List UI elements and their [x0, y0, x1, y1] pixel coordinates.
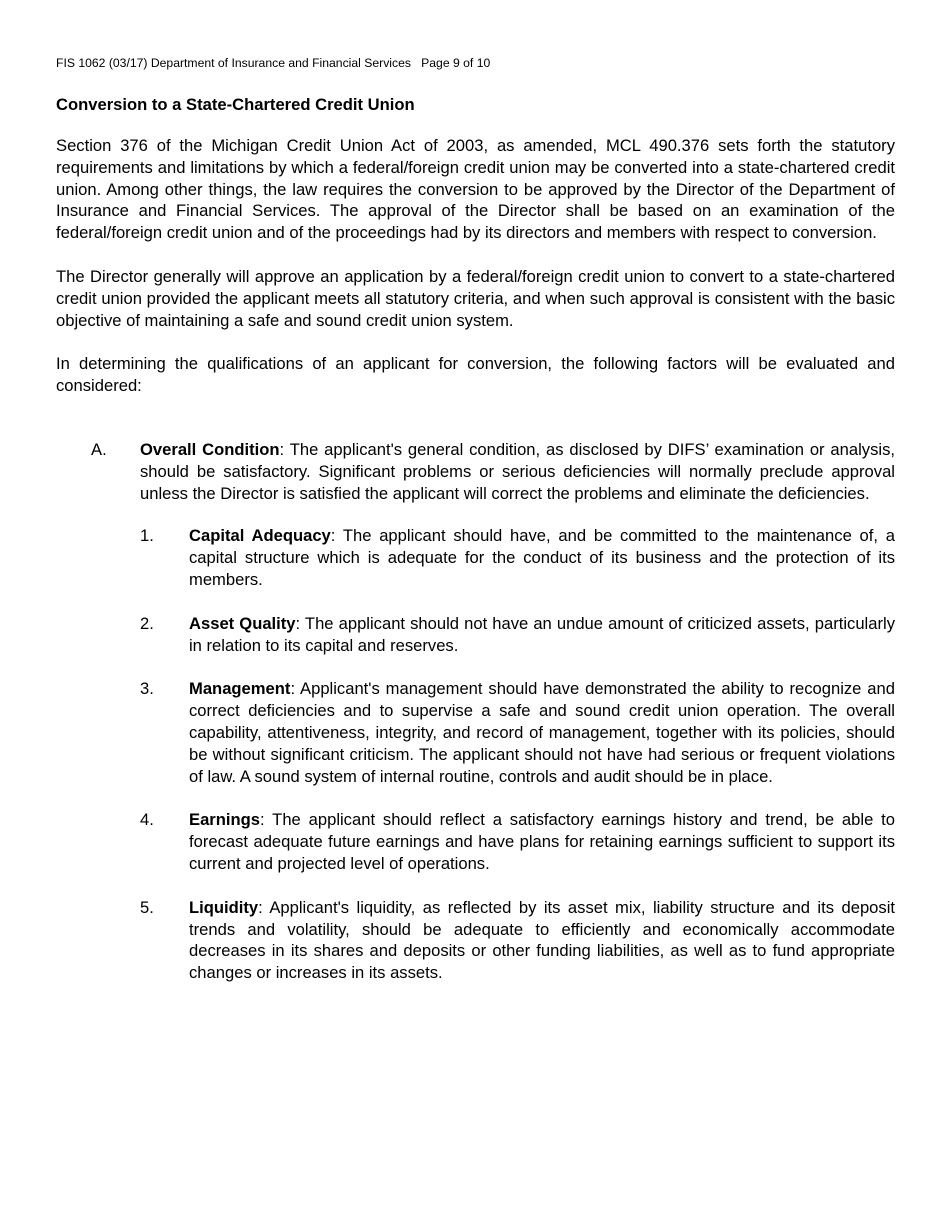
item-text: [189, 613, 895, 657]
item-description: : The applicant should not have an undue amount of criticized assets, particularly in relation to its capital and reserves.: [189, 613, 895, 655]
item-description: : Applicant's liquidity, as reflected by its asset mix, liability structure and its deposit trends and volatility, should be adequate to efficiently and economically accommodate decreases in its shares and deposits or other funding liabilities, as well as to fund appropriate changes or increases in its assets.: [189, 897, 895, 983]
item-marker: 5.: [140, 897, 154, 917]
item-term: Capital Adequacy: [189, 526, 331, 546]
section-a-term: Overall Condition: [140, 439, 280, 459]
factor-sub-list: [140, 525, 895, 984]
document-page: [56, 56, 895, 1006]
intro-paragraph-1: Section 376 of the Michigan Credit Union Act of 2003, as amended, MCL 490.376 sets forth the statutory requirements and limitations by which a federal/foreign credit union may be converted into a state-chartered credit union. Among other things, the law requires the conversion to be approved by the Director of the Department of Insurance and Financial Services. The approval of the Director shall be based on an examination of the federal/foreign credit union and of the proceedings had by its directors and members with respect to conversion.: [56, 136, 895, 243]
section-title: Conversion to a State-Chartered Credit Union: [56, 95, 415, 114]
section-a-text: [140, 439, 895, 504]
item-text: [189, 897, 895, 984]
item-description: : The applicant should reflect a satisfactory earnings history and trend, be able to forecast adequate future earnings and have plans for retaining earnings sufficient to support its current and projected level of operations.: [189, 810, 895, 873]
page-header: FIS 1062 (03/17) Department of Insurance and Financial Services Page 9 of 10: [56, 56, 491, 70]
intro-paragraph-2: The Director generally will approve an application by a federal/foreign credit union to convert to a state-chartered credit union provided the applicant meets all statutory criteria, and when such approval is consistent with the basic objective of maintaining a safe and sound credit union system.: [56, 266, 895, 330]
item-term: Asset Quality: [189, 613, 296, 633]
item-marker: 2.: [140, 613, 154, 633]
factor-section-a: [56, 439, 895, 984]
item-text: [189, 525, 895, 590]
section-marker: A.: [91, 439, 107, 459]
factor-item-liquidity: [140, 897, 895, 984]
intro-paragraph-3: In determining the qualifications of an applicant for conversion, the following factors will be evaluated and considered:: [56, 354, 895, 396]
item-term: Liquidity: [189, 897, 259, 917]
factor-item-asset-quality: [140, 613, 895, 657]
factor-item-earnings: [140, 809, 895, 874]
item-term: Earnings: [189, 810, 261, 830]
item-text: [189, 678, 895, 787]
factor-item-capital-adequacy: [140, 525, 895, 590]
item-term: Management: [189, 679, 291, 699]
item-description: : The applicant should have, and be committed to the maintenance of, a capital structure which is adequate for the conduct of its business and the protection of its members.: [189, 526, 895, 589]
factor-item-management: [140, 678, 895, 787]
item-marker: 1.: [140, 526, 154, 546]
item-marker: 4.: [140, 810, 154, 830]
item-marker: 3.: [140, 679, 154, 699]
section-a-description: : The applicant's general condition, as disclosed by DIFS’ examination or analysis, should be satisfactory. Significant problems or serious deficiencies will normally preclude approval unless the Director is satisfied the applicant will correct the problems and eliminate the deficiencies.: [140, 439, 895, 503]
item-description: : Applicant's management should have demonstrated the ability to recognize and correct deficiencies and to supervise a safe and sound credit union operation. The overall capability, attentiveness, integrity, and record of management, together with its policies, should be without significant criticism. The applicant should not have had serious or frequent violations of law. A sound system of internal routine, controls and audit should be in place.: [189, 679, 895, 786]
item-text: [189, 809, 895, 874]
